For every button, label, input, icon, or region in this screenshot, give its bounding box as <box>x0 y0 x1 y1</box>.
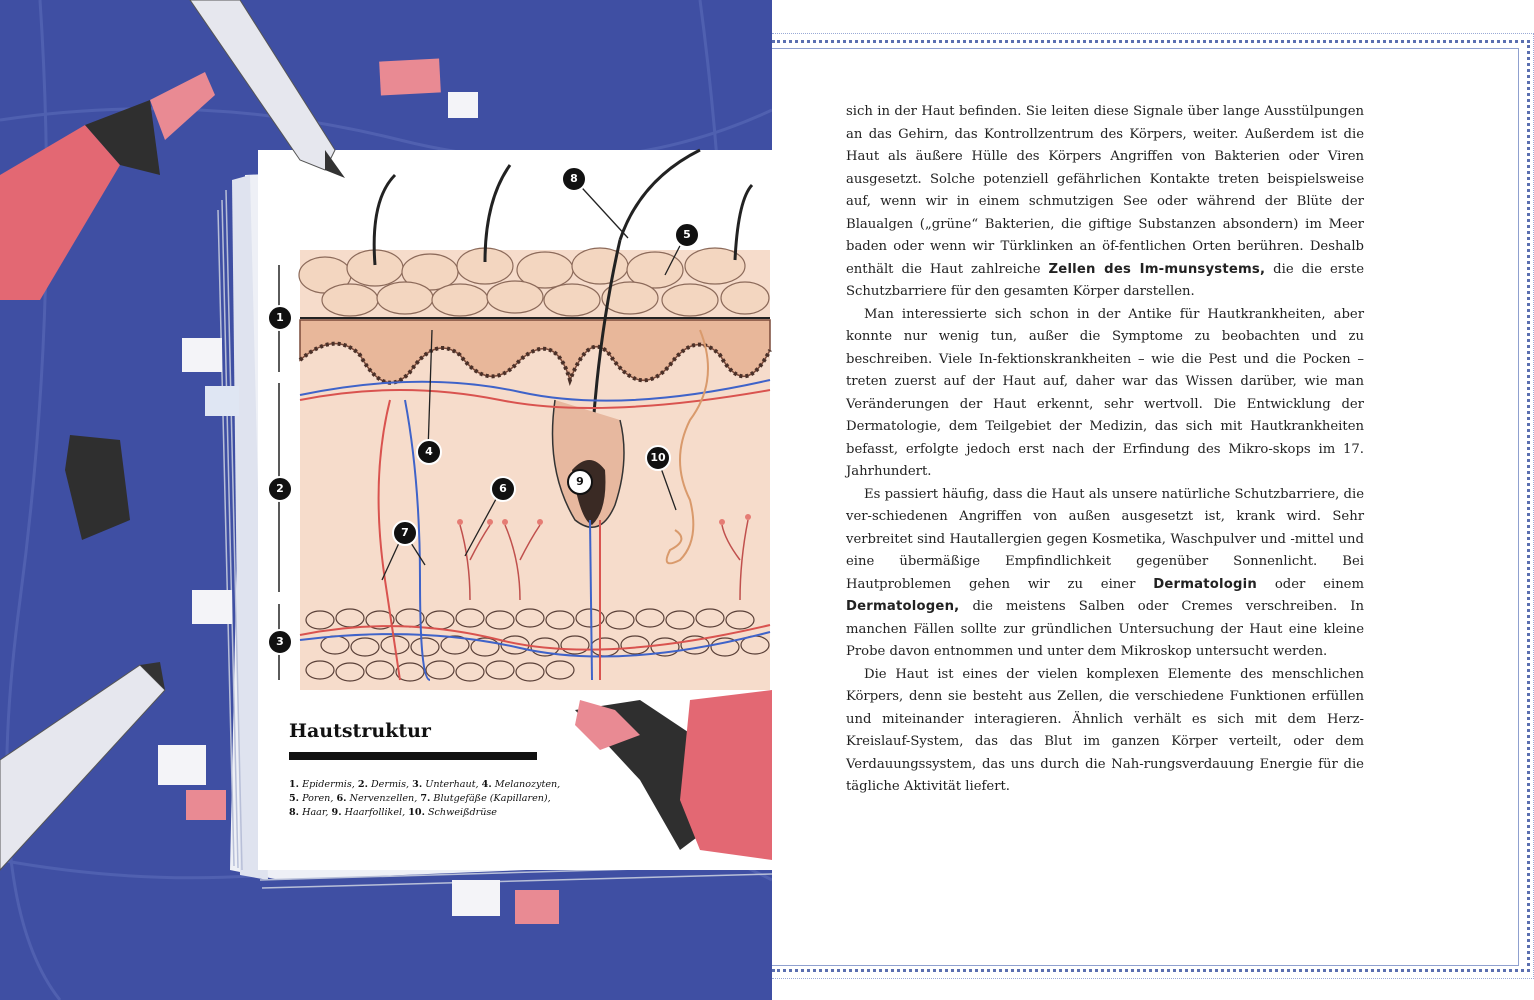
text-run: Es passiert häufig, dass die Haut als unsere natürliche Schutzbarriere, die ver-schiedenen Angriffen von außen ausgesetzt ist, krank wird. Sehr verbreitet sind Hautallergien gegen Kosmetika, Waschpulver und -mittel und eine übermäßige Empfindlichkeit gegenüber Sonnenlicht. Bei Hautproblemen gehen wir zu einer <box>846 486 1364 592</box>
caption-bar <box>289 752 537 760</box>
paragraph-3 <box>846 484 1364 664</box>
text-run: sich in der Haut befinden. Sie leiten diese Signale über lange Ausstülpungen an das Gehirn, das Kontrollzentrum des Körpers, weiter. Außerdem ist die Haut als äußere Hülle des Körpers Angriffen von Bakterien oder Viren ausgesetzt. Solche potenziell gefährlichen Kontakte treten beispielsweise auf, wenn wir in einem schmutzigen See oder während der Blüte der Blaualgen („grüne“ Bakterien, die giftige Substanzen absondern) im Meer baden oder wenn wir Türklinken an öf-fentlichen Orten berühren. Deshalb enthält die Haut zahlreiche <box>846 104 1364 277</box>
legend-num: 3. <box>412 779 423 790</box>
paragraph-2: Man interessierte sich schon in der Antike für Hautkrankheiten, aber konnte nur wenig tun, außer die Symptome zu beobachten und zu beschreiben. Viele In-fektionskrankheiten – wie die Pest und die Pocken – treten zuerst auf der Haut auf, daher war das Wissen darüber, wie man Veränderungen der Haut erkennt, sehr wertvoll. Die Entwicklung der Dermatologie, dem Teilgebiet der Medizin, das sich mit Hautkrankheiten befasst, erfolgte jedoch erst nach der Erfindung des Mikro-skops im 17. Jahrhundert. <box>846 306 1364 479</box>
paragraph-4: Die Haut ist eines der vielen komplexen Elemente des menschlichen Körpers, denn sie besteht aus Zellen, die verschiedene Funktionen erfüllen und miteinander interagieren. Ähnlich verhält es sich mit dem Herz-Kreislauf-System, das das Blut im ganzen Körper verteilt, oder dem Verdauungssystem, das uns durch die Nah-rungsverdauung Energie für die tägliche Aktivität liefert. <box>846 666 1364 794</box>
legend-label: Epidermis, <box>302 779 355 790</box>
legend-label: Haarfollikel, <box>344 807 406 818</box>
marker-sweat-gland: 10 <box>645 445 671 471</box>
legend-label: Melanozyten, <box>494 779 561 790</box>
text-run: die meistens Salben oder Cremes verschreiben. In manchen Fällen sollte zur gründlichen Untersuchung der Haut eine kleine Probe davon entnommen und unter dem Mikroskop untersucht werden. <box>846 599 1364 659</box>
legend-label: Poren, <box>302 793 334 804</box>
legend-label: Schweißdrüse <box>427 807 497 818</box>
text-run: oder einem <box>1256 576 1364 592</box>
legend-label: Dermis, <box>370 779 410 790</box>
legend-num: 2. <box>357 779 368 790</box>
legend-num: 7. <box>420 793 431 804</box>
legend-label: Nervenzellen, <box>349 793 418 804</box>
paragraph-1 <box>846 101 1364 304</box>
marker-nerve-cells: 6 <box>490 476 516 502</box>
marker-melanocytes: 4 <box>416 439 442 465</box>
marker-capillaries: 7 <box>392 520 418 546</box>
text-page <box>772 0 1534 1000</box>
body-text <box>846 101 1364 799</box>
highlight-term: Zellen des Im-munsystems, <box>1048 261 1266 277</box>
marker-hair: 8 <box>561 166 587 192</box>
legend-num: 4. <box>481 779 492 790</box>
legend-label: Haar, <box>302 807 329 818</box>
caption-legend <box>289 778 589 820</box>
marker-hair-follicle: 9 <box>567 469 593 495</box>
legend-label: Blutgefäße (Kapillaren), <box>433 793 551 804</box>
caption-title: Hautstruktur <box>289 720 431 742</box>
legend-label: Unterhaut, <box>425 779 479 790</box>
legend-num: 9. <box>331 807 342 818</box>
legend-num: 10. <box>408 807 425 818</box>
text-run: die die erste Schutzbarriere für den gesamten Körper darstellen. <box>846 261 1365 299</box>
marker-pores: 5 <box>674 222 700 248</box>
highlight-term: Dermatologin <box>1153 576 1257 592</box>
highlight-term: Dermatologen, <box>846 599 960 614</box>
marker-epidermis: 1 <box>267 305 293 331</box>
marker-subcutis: 3 <box>267 629 293 655</box>
legend-num: 6. <box>336 793 347 804</box>
marker-dermis: 2 <box>267 476 293 502</box>
legend-num: 1. <box>289 779 300 790</box>
caption-block <box>289 720 589 820</box>
legend-num: 5. <box>289 793 300 804</box>
legend-num: 8. <box>289 807 300 818</box>
